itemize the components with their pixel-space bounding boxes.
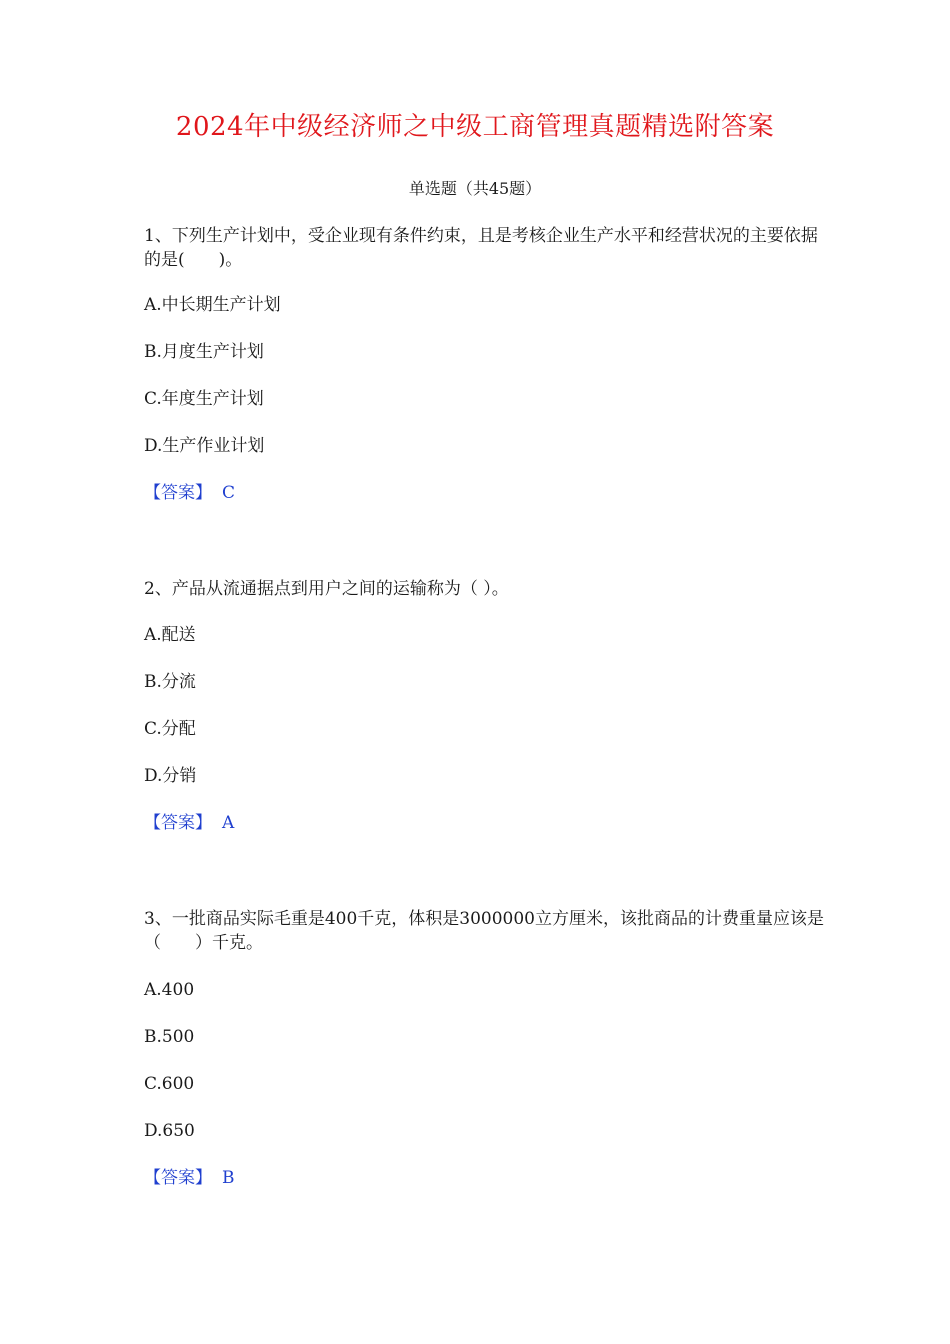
question-2-answer (144, 812, 234, 834)
question-2-text: 2、产品从流通据点到用户之间的运输称为（ ）。 (144, 579, 509, 599)
document-title: 2024年中级经济师之中级工商管理真题精选附答案 (175, 112, 775, 142)
question-3-option-a: A.400 (144, 980, 195, 1000)
question-2-option-a: A.配送 (144, 625, 196, 645)
question-3-answer (144, 1167, 235, 1189)
question-1-option-a: A.中长期生产计划 (144, 295, 281, 315)
question-1-answer (144, 482, 235, 504)
answer-value: B (222, 1168, 235, 1188)
section-heading: 单选题（共45题） (408, 179, 542, 198)
question-3-text: 3、一批商品实际毛重是400千克，体积是3000000立方厘米，该批商品的计费重量应该是（ ）千克。 (144, 909, 824, 953)
answer-value: C (222, 483, 236, 503)
answer-label: 【答案】 (144, 1168, 212, 1188)
question-2-option-d: D.分销 (144, 766, 197, 786)
question-1-text: 1、下列生产计划中，受企业现有条件约束，且是考核企业生产水平和经营状况的主要依据的是( )。 (144, 226, 818, 270)
question-1-option-b: B.月度生产计划 (144, 342, 264, 362)
question-3-option-c: C.600 (144, 1074, 195, 1094)
question-3-option-d: D.650 (144, 1121, 195, 1141)
answer-label: 【答案】 (144, 483, 212, 503)
question-1-option-d: D.生产作业计划 (144, 436, 265, 456)
question-2-option-c: C.分配 (144, 719, 196, 739)
question-1-option-c: C.年度生产计划 (144, 389, 264, 409)
answer-label: 【答案】 (144, 813, 212, 833)
answer-value: A (222, 813, 235, 833)
question-3-option-b: B.500 (144, 1027, 195, 1047)
question-2-option-b: B.分流 (144, 672, 196, 692)
